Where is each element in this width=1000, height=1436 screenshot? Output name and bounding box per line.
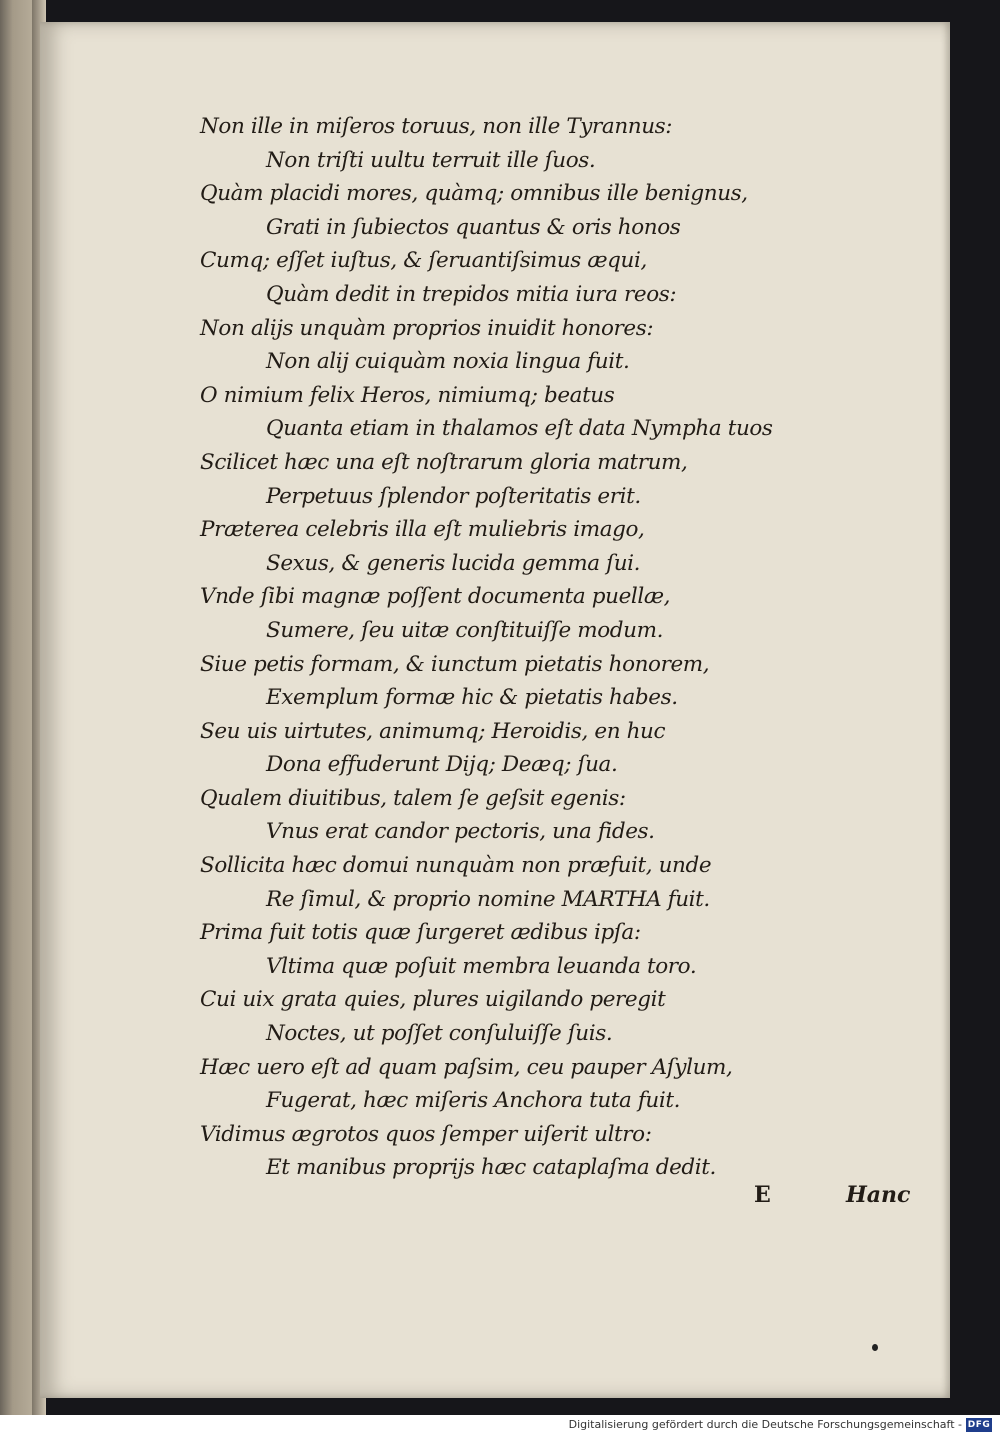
verse-line: Non alij cuiquàm noxia lingua fuit.: [266, 349, 630, 375]
verse-line: Noctes, ut poſſet conſuluiſſe ſuis.: [266, 1021, 613, 1047]
verse-line: Sexus, & generis lucida gemma ſui.: [266, 550, 641, 576]
verse-line: Hæc uero eſt ad quam paſsim, ceu pauper Aſylum,: [200, 1054, 733, 1080]
verse-line: Cumq; eſſet iuſtus, & ſeruantiſsimus æqui,: [200, 248, 647, 274]
verse-line: Quanta etiam in thalamos eſt data Nympha tuos: [266, 416, 773, 442]
verse-line: Vidimus ægrotos quos ſemper uiſerit ultro:: [200, 1121, 652, 1147]
verse-line: Dona effuderunt Dijq; Deæq; ſua.: [266, 752, 618, 778]
verse-line: Vnde ſibi magnæ poſſent documenta puellæ,: [200, 584, 671, 610]
funding-credit: Digitalisierung gefördert durch die Deutsche Forschungsgemeinschaft -: [568, 1418, 962, 1431]
verse-line: Non triſti uultu terruit ille ſuos.: [266, 147, 596, 173]
verse-line: Quàm placidi mores, quàmq; omnibus ille benignus,: [200, 181, 748, 207]
verse-line: Non ille in miſeros toruus, non ille Tyrannus:: [200, 114, 673, 139]
verse-line: Re ſimul, & proprio nomine MARTHA fuit.: [266, 886, 710, 912]
verse-line: Vnus erat candor pectoris, una fides.: [266, 819, 655, 845]
catchword: Hanc: [846, 1182, 911, 1208]
verse-line: Grati in ſubiectos quantus & oris honos: [266, 214, 681, 240]
verse-line: Scilicet hæc una eſt noſtrarum gloria matrum,: [200, 449, 688, 475]
facing-page-edge: [0, 0, 32, 1415]
verse-line: Quàm dedit in trepidos mitia iura reos:: [266, 281, 677, 307]
verse-line: Siue petis formam, & iunctum pietatis honorem,: [200, 651, 710, 677]
book-page: [40, 22, 950, 1398]
verse-line: Præterea celebris illa eſt muliebris imago,: [200, 517, 645, 543]
verse-line: Et manibus proprijs hæc cataplaſma dedit.: [266, 1155, 716, 1181]
verse-line: Prima fuit totis quæ ſurgeret ædibus ipſa:: [200, 920, 641, 946]
ink-speck: [872, 1344, 878, 1351]
verse-line: Non alijs unquàm proprios inuidit honores:: [200, 315, 654, 341]
verse-line: Vltima quæ poſuit membra leuanda toro.: [266, 953, 697, 979]
verse-line: Fugerat, hæc miſeris Anchora tuta fuit.: [266, 1088, 681, 1114]
verse-line: Seu uis uirtutes, animumq; Heroidis, en huc: [200, 718, 666, 744]
verse-line: Sollicita hæc domui nunquàm non præfuit, unde: [200, 853, 712, 879]
signature-mark: E: [754, 1182, 771, 1208]
verse-line: Exemplum formæ hic & pietatis habes.: [266, 685, 678, 711]
verse-line: O nimium felix Heros, nimiumq; beatus: [200, 382, 615, 408]
verse-line: Sumere, ſeu uitæ conſtituiſſe modum.: [266, 617, 664, 643]
verse-line: Qualem diuitibus, talem ſe geſsit egenis:: [200, 785, 626, 811]
verse-block: [200, 110, 920, 1185]
digitization-footer: [0, 1415, 1000, 1436]
verse-line: Perpetuus ſplendor poſteritatis erit.: [266, 483, 641, 509]
verse-line: Cui uix grata quies, plures uigilando peregit: [200, 987, 666, 1013]
page-foot: [40, 1182, 950, 1216]
dfg-logo: DFG: [967, 1420, 991, 1430]
